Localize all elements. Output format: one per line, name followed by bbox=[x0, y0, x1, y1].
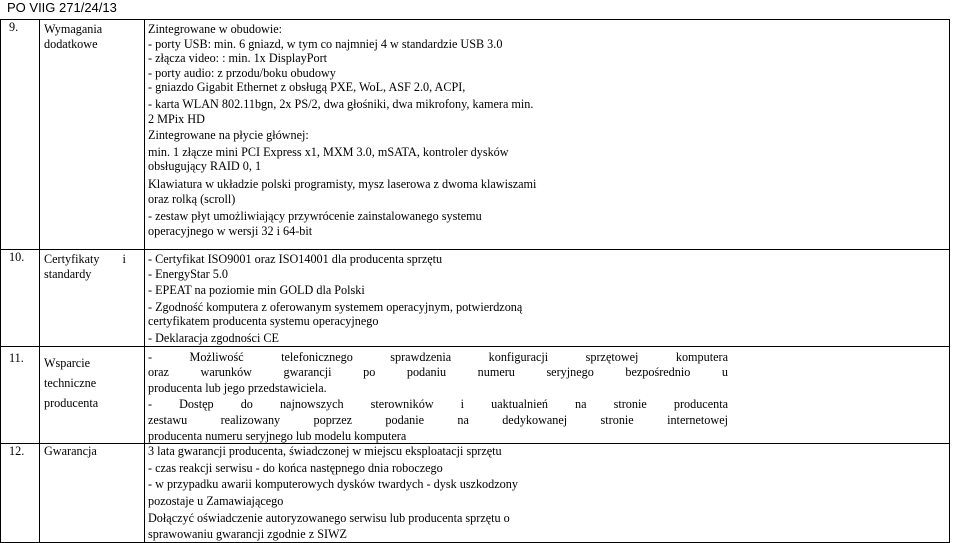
row-number: 11. bbox=[1, 346, 40, 444]
description-line: - gniazdo Gigabit Ethernet z obsługą PXE, WoL, ASF 2.0, ACPI, bbox=[148, 80, 466, 95]
description-line: Dołączyć oświadczenie autoryzowanego serwisu lub producenta sprzętu o bbox=[148, 510, 510, 525]
description-line: producenta lub jego przedstawiciela. bbox=[148, 380, 327, 395]
document-header: PO VIIG 271/24/13 bbox=[7, 0, 117, 15]
row-number: 12. bbox=[1, 444, 40, 543]
description-line: - Zgodność komputera z oferowanym systemem operacyjnym, potwierdzoną bbox=[148, 299, 523, 314]
description-line: 3 lata gwarancji producenta, świadczonej w miejscu eksploatacji sprzętu bbox=[148, 444, 502, 459]
description-line: - złącza video: : min. 1x DisplayPort bbox=[148, 51, 328, 66]
table-row bbox=[1, 250, 950, 347]
description-line: sprawowaniu gwarancji zgodnie z SIWZ bbox=[148, 527, 347, 542]
row-description bbox=[145, 20, 950, 250]
description-line: - porty USB: min. 6 gniazd, w tym co najmniej 4 w standardzie USB 3.0 bbox=[148, 36, 503, 51]
description-line: - porty audio: z przodu/boku obudowy bbox=[148, 65, 336, 80]
row-name bbox=[40, 250, 145, 347]
row-name-line: producenta bbox=[44, 395, 99, 410]
description-line: min. 1 złącze mini PCI Express x1, MXM 3.0, mSATA, kontroler dysków bbox=[148, 144, 509, 159]
description-line: - EnergyStar 5.0 bbox=[148, 266, 228, 281]
description-line: - karta WLAN 802.11bgn, 2x PS/2, dwa głośniki, dwa mikrofony, kamera min. bbox=[148, 96, 534, 111]
description-line: - Możliwość telefonicznego sprawdzenia konfiguracji sprzętowej komputera bbox=[148, 349, 728, 364]
row-number: 10. bbox=[1, 250, 40, 347]
row-name-line: techniczne bbox=[44, 375, 97, 390]
requirements-table bbox=[0, 19, 950, 543]
row-name-line: Wsparcie bbox=[44, 355, 91, 370]
description-line: operacyjnego w wersji 32 i 64-bit bbox=[148, 223, 313, 238]
row-description bbox=[145, 250, 950, 347]
row-name-line: standardy bbox=[44, 266, 92, 281]
description-line: obsługujący RAID 0, 1 bbox=[148, 159, 262, 174]
description-line: Zintegrowane na płycie głównej: bbox=[148, 128, 309, 143]
description-line: - w przypadku awarii komputerowych dysków twardych - dysk uszkodzony bbox=[148, 477, 518, 492]
table-row bbox=[1, 346, 950, 444]
description-line: zestawu realizowany poprzez podanie na dedykowanej stronie internetowej bbox=[148, 412, 728, 427]
description-line: Klawiatura w układzie polski programisty, mysz laserowa z dwoma klawiszami bbox=[148, 176, 537, 191]
row-name-line: dodatkowe bbox=[44, 36, 98, 51]
description-line: Zintegrowane w obudowie: bbox=[148, 22, 283, 36]
row-number: 9. bbox=[1, 20, 40, 250]
description-line: - czas reakcji serwisu - do końca następnego dnia roboczego bbox=[148, 460, 443, 475]
description-line: pozostaje u Zamawiającego bbox=[148, 493, 284, 508]
requirements-table-container bbox=[0, 19, 949, 543]
row-description bbox=[145, 346, 950, 444]
row-name bbox=[40, 20, 145, 250]
description-line: oraz rolką (scroll) bbox=[148, 191, 236, 206]
row-name-line: Wymagania bbox=[44, 22, 103, 36]
row-name bbox=[40, 444, 145, 543]
row-name-line: Certyfikaty i bbox=[44, 252, 126, 266]
table-row bbox=[1, 20, 950, 250]
description-line: - Deklaracja zgodności CE bbox=[148, 330, 279, 345]
description-line: certyfikatem producenta systemu operacyjnego bbox=[148, 314, 379, 329]
description-line: - zestaw płyt umożliwiający przywrócenie zainstalowanego systemu bbox=[148, 209, 482, 224]
description-line: - Certyfikat ISO9001 oraz ISO14001 dla producenta sprzętu bbox=[148, 252, 443, 266]
description-line: - EPEAT na poziomie min GOLD dla Polski bbox=[148, 283, 365, 298]
row-name-line: Gwarancja bbox=[44, 444, 97, 459]
row-name bbox=[40, 346, 145, 444]
description-line: producenta numeru seryjnego lub modelu komputera bbox=[148, 428, 407, 443]
row-description bbox=[145, 444, 950, 543]
description-line: oraz warunków gwarancji po podaniu numeru seryjnego bezpośrednio u bbox=[148, 365, 728, 380]
description-line: 2 MPix HD bbox=[148, 111, 205, 126]
table-row bbox=[1, 444, 950, 543]
description-line: - Dostęp do najnowszych sterowników i uaktualnień na stronie producenta bbox=[148, 397, 728, 412]
